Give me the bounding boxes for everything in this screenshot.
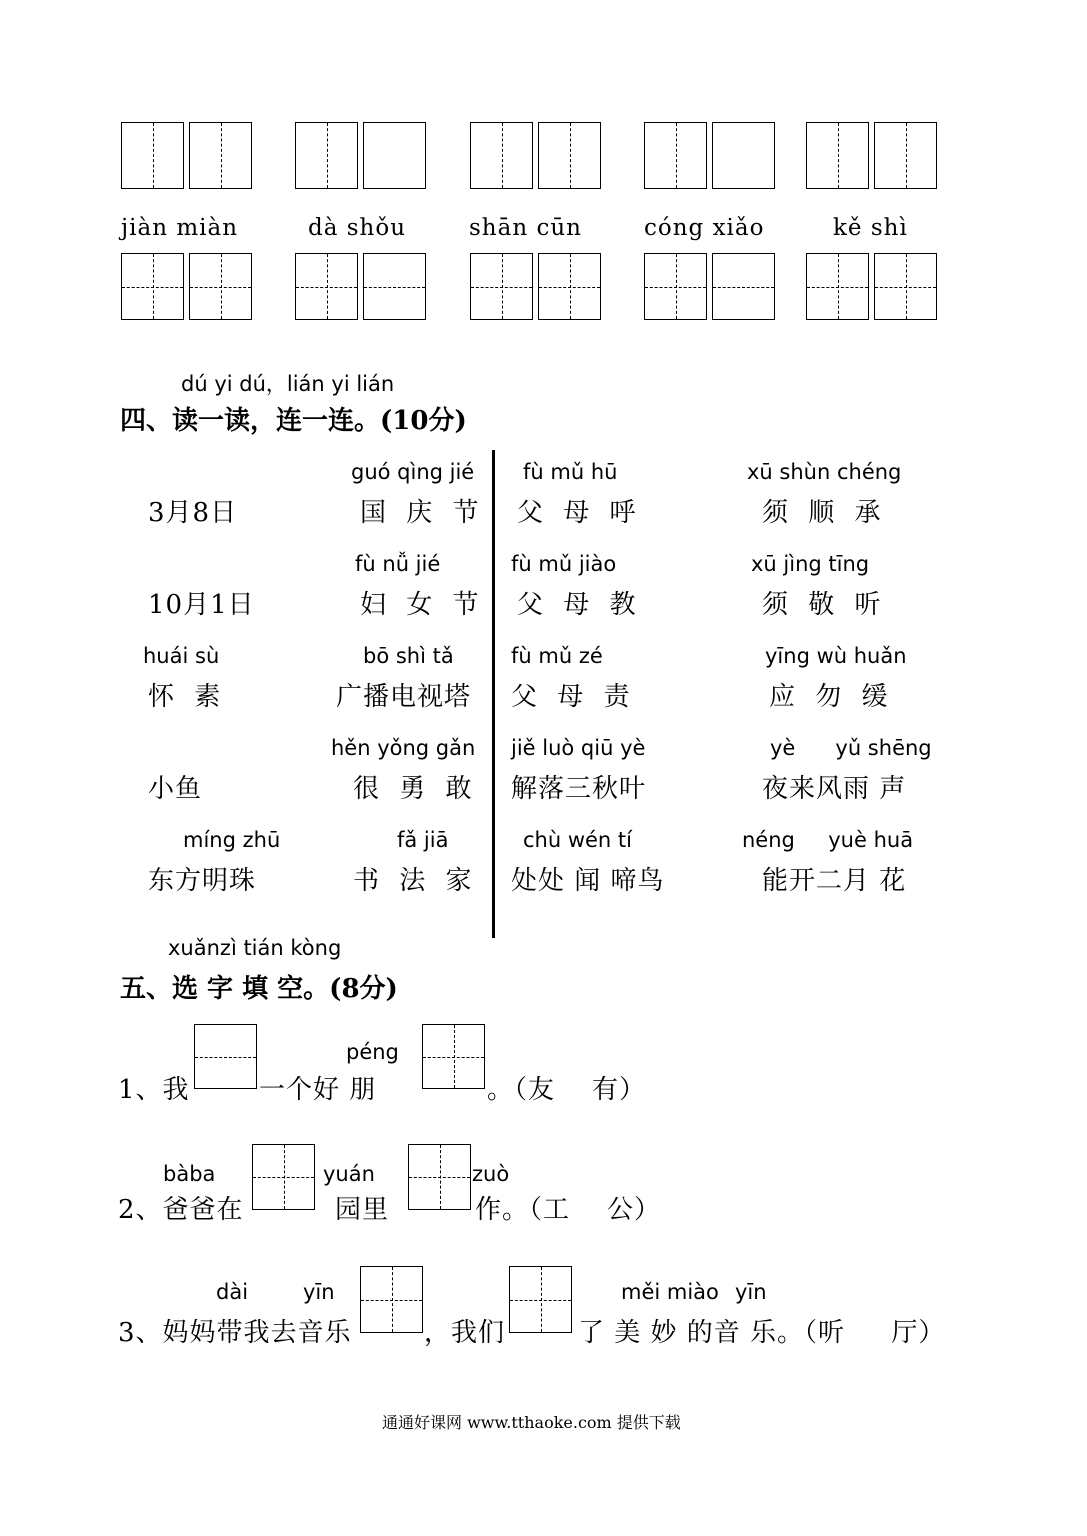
pinyin-label: bàba [163,1162,216,1186]
pinyin-label: míng zhū [183,828,281,852]
question-3-start: 3、妈妈带我去音乐 [118,1318,352,1348]
match-item[interactable]: 父 母 责 [511,682,636,712]
pinyin-label: péng [346,1040,399,1064]
pinyin-label: fù mǔ hū [523,460,618,484]
pinyin-label: xū jìng tīng [751,552,870,576]
writing-box[interactable] [806,253,869,320]
question-3-options: 了 美 妙 的音 乐。（听 厅） [578,1318,946,1348]
question-3-middle: ，我们 [424,1318,506,1348]
writing-box[interactable] [295,253,358,320]
pinyin-label: cóng xiǎo [644,215,765,241]
match-item[interactable]: 父 母 教 [517,590,642,620]
pinyin-label: yīn [303,1280,335,1304]
pinyin-label: yīn [735,1280,767,1304]
writing-box[interactable] [644,253,707,320]
match-item[interactable]: 能开二月 花 [762,866,907,896]
pinyin-label: xū shùn chéng [747,460,902,484]
pinyin-label: bō shì tǎ [363,644,454,668]
pinyin-label: jiě luò qiū yè [511,736,646,760]
match-item[interactable]: 国 庆 节 [360,498,485,528]
writing-box[interactable] [874,122,937,189]
question-1-options: 。（友 有） [487,1075,647,1105]
answer-box[interactable] [194,1024,257,1089]
pinyin-label: dài [216,1280,249,1304]
pinyin-label: yīng wù huǎn [765,644,907,668]
footer-credit: 通通好课网 www.tthaoke.com 提供下载 [382,1413,681,1432]
match-item[interactable]: 小鱼 [148,774,203,804]
writing-box[interactable] [538,253,601,320]
pinyin-label: guó qìng jié [351,460,475,484]
match-item[interactable]: 东方明珠 [148,866,257,896]
column-divider [492,450,495,938]
match-item[interactable]: 处处 闻 啼鸟 [511,866,665,896]
writing-box[interactable] [712,122,775,189]
pinyin-label: kě shì [833,215,908,241]
writing-box[interactable] [538,122,601,189]
writing-box[interactable] [295,122,358,189]
question-1-middle: 一个好 朋 [259,1075,377,1105]
pinyin-label: hěn yǒng gǎn [331,736,476,760]
writing-box[interactable] [363,122,426,189]
writing-box[interactable] [470,122,533,189]
writing-box[interactable] [363,253,426,320]
match-item[interactable]: 须 敬 听 [762,590,887,620]
pinyin-label: fù mǔ zé [511,644,603,668]
question-2-start: 2、爸爸在 [118,1195,244,1225]
writing-box[interactable] [712,253,775,320]
writing-box[interactable] [806,122,869,189]
pinyin-label: dà shǒu [308,215,407,241]
pinyin-label: fù mǔ jiào [511,552,617,576]
section4-title: 四、读一读，连一连。(10分) [120,406,467,436]
match-item[interactable]: 应 勿 缓 [769,682,894,712]
match-item[interactable]: 广播电视塔 [336,682,472,712]
pinyin-label: měi miào [621,1280,719,1304]
pinyin-label: yè yǔ shēng [770,736,932,760]
match-item[interactable]: 书 法 家 [353,866,478,896]
match-item[interactable]: 须 顺 承 [762,498,887,528]
answer-box[interactable] [360,1266,423,1333]
pinyin-label: jiàn miàn [121,215,239,241]
match-item[interactable]: 10月1日 [148,590,255,620]
section5-title: 五、选 字 填 空。(8分) [120,974,398,1004]
pinyin-label: shān cūn [469,215,582,241]
answer-box[interactable] [408,1144,471,1210]
pinyin-label: fǎ jiā [397,828,449,852]
writing-box[interactable] [189,122,252,189]
match-item[interactable]: 很 勇 敢 [353,774,478,804]
match-item[interactable]: 妇 女 节 [360,590,485,620]
match-item[interactable]: 父 母 呼 [517,498,642,528]
pinyin-label: fù nǚ jié [355,552,441,576]
pinyin-label: zuò [472,1162,510,1186]
pinyin-label: huái sù [143,644,220,668]
match-item[interactable]: 解落三秋叶 [511,774,647,804]
question-2-options: 作。（工 公） [475,1195,662,1225]
match-item[interactable]: 怀 素 [148,682,227,712]
answer-box[interactable] [509,1266,572,1333]
writing-box[interactable] [644,122,707,189]
writing-box[interactable] [121,253,184,320]
question-2-middle: 园里 [335,1195,390,1225]
writing-box[interactable] [121,122,184,189]
writing-box[interactable] [189,253,252,320]
pinyin-label: yuán [323,1162,375,1186]
match-item[interactable]: 夜来风雨 声 [762,774,907,804]
pinyin-label: néng yuè huā [742,828,914,852]
writing-box[interactable] [470,253,533,320]
match-item[interactable]: 3月8日 [148,498,238,528]
answer-box[interactable] [422,1024,485,1089]
section5-title-pinyin: xuǎnzì tián kòng [168,936,342,960]
pinyin-label: chù wén tí [523,828,632,852]
writing-box[interactable] [874,253,937,320]
section4-title-pinyin: dú yi dú，lián yi lián [181,372,395,396]
answer-box[interactable] [252,1144,315,1210]
question-1-start: 1、我 [118,1075,190,1105]
